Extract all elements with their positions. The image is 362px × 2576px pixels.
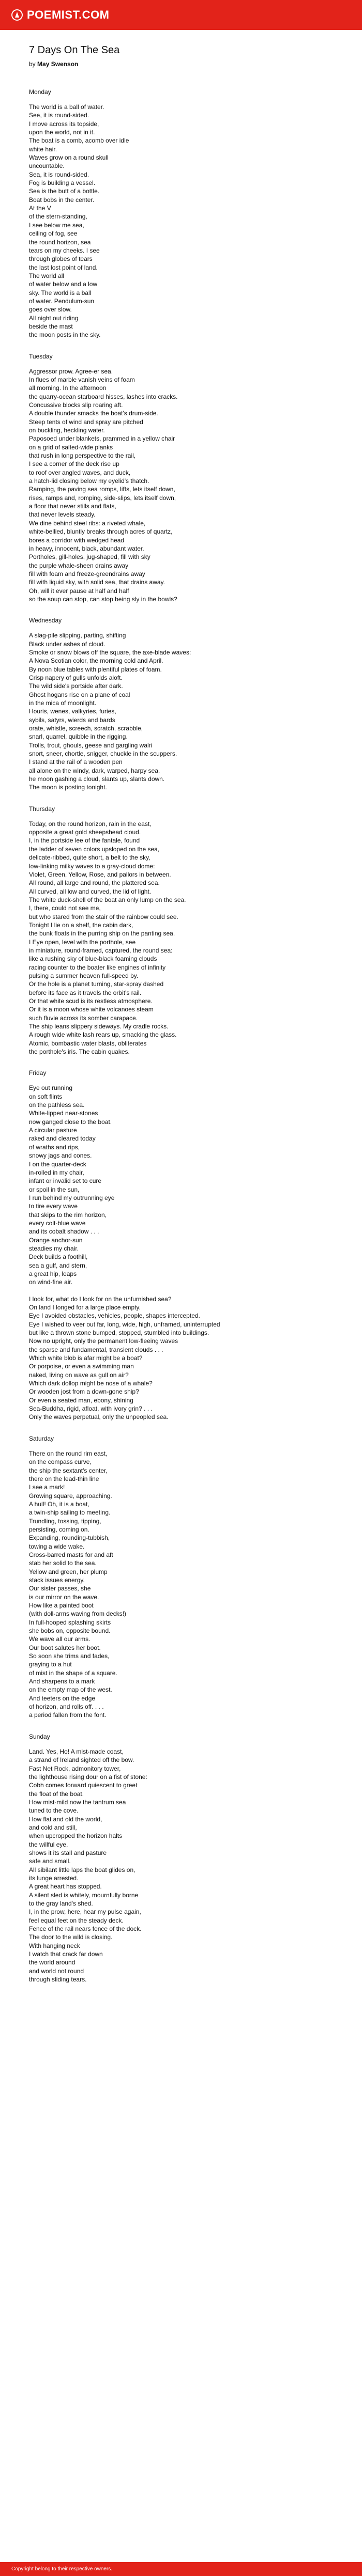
poem-line: Crisp napery of gulls unfolds aloft. [29,674,123,681]
poem-line: See, it is round-sided. [29,112,89,119]
poem-line: of wraths and rips, [29,1143,80,1151]
poem-line: all alone on the windy, dark, warped, harpy sea. [29,767,160,774]
poem-line: towing a wide wake. [29,1542,85,1550]
poem-line: All sibilant little laps the boat glides on, [29,1866,135,1874]
poem-line: snowy jags and cones. [29,1152,92,1160]
poem-line: I stand at the rail of a wooden pen [29,758,123,766]
poem-byline [29,60,339,68]
stanza [29,1747,339,1984]
poem-line: on the pathless sea. [29,1101,85,1109]
poem-line: Or even a seated man, ebony, shining [29,1396,133,1404]
poem-line: the porthole's iris. The cabin quakes. [29,1048,130,1056]
poem-line: A rough wide white lash rears up, smacking the glass. [29,1031,177,1039]
poem-line: Or wooden jost from a down-gone ship? [29,1388,139,1396]
poem-line: he moon gashing a cloud, slants up, slants down. [29,775,165,783]
poem-line: is our mirror on the wave. [29,1593,99,1601]
poem-line: Eye out running [29,1084,73,1092]
poem-line: Steep tents of wind and spray are pitched [29,418,143,426]
poem-line: all morning. In the afternoon [29,384,107,392]
poem-line: so the soup can stop, can stop being sly in the bowls? [29,595,177,603]
poem-line: on the compass curve, [29,1458,92,1466]
poem-line: a floor that never stills and flats, [29,503,116,510]
poem-line: in the mica of moonlight. [29,699,97,707]
poem-line: every colt-blue wave [29,1219,86,1227]
poem-line: Sea, it is round-sided. [29,170,89,178]
byline-prefix: by [29,60,36,68]
poem-line: low-linking milky waves to a gray-cloud dome: [29,862,155,870]
poem-line: I on the quarter-deck [29,1160,86,1168]
poem-line: Sea is the butt of a bottle. [29,188,100,195]
poem-line: the purple whale-sheen drains away [29,561,129,569]
poem-line: All curved, all low and curved, the lid of light. [29,887,152,895]
poem-line: A hull! Oh, it is a boat, [29,1500,89,1508]
poem-line: a period fallen from the font. [29,1711,107,1719]
poem-line: sea a gulf, and stern, [29,1261,87,1269]
stanza [29,1084,339,1421]
day-heading: Tuesday [29,352,53,360]
stanza [29,631,339,792]
poem-line: I Eye open, level with the porthole, see [29,938,136,946]
poem-line: of mist in the shape of a square. [29,1669,117,1677]
poem-line: naked, living on wave as gull on air? [29,1371,129,1379]
poem-line: Or that white scud is its restless atmosphere. [29,997,153,1005]
poem-line: A silent sled is whitely, mournfully borne [29,1891,139,1899]
poem-line: Sea-Buddha, rigid, afloat, with ivory grin? . . . [29,1405,153,1413]
poem-line: In flues of marble vanish veins of foam [29,376,135,383]
poem-line: How mist-mild now the tantrum sea [29,1798,126,1806]
poem-line: and cold and still, [29,1823,77,1831]
poem-line: There on the round rim east, [29,1449,108,1457]
poem-line: the lighthouse rising dour on a fist of stone: [29,1773,147,1781]
stanza [29,367,339,604]
poem-line: such fluvie across its somber carapace. [29,1014,138,1022]
poem-line: on a grid of salted-wide planks [29,443,113,451]
poem-line: Trolls, trout, ghouls, geese and gargling walri [29,741,153,749]
poem-line: Which white blob is afar might be a boat? [29,1354,143,1362]
poem-line: I, in the portside lee of the fantale, found [29,837,140,845]
poem-line: A slag-pile slipping, parting, shifting [29,632,126,639]
poem-line: in-rolled in my chair, [29,1168,84,1176]
day-heading: Wednesday [29,617,62,625]
poem-line: I see a corner of the deck rise up [29,460,119,468]
poem-line: or spoil in the sun, [29,1185,80,1193]
poem-line: The ship leans slippery sideways. My cradle rocks. [29,1023,169,1031]
poem-line: bores a corridor with wedged head [29,536,125,544]
poem-line: With hanging neck [29,1942,80,1949]
poem-line: in heavy, innocent, black, abundant water. [29,544,144,552]
poem-line: Oh, will it ever pause at half and half [29,587,129,595]
poem-line: on wind-fine air. [29,1278,73,1286]
poem-line: infant or invalid set to cure [29,1177,102,1185]
poem-line: Yellow and green, her plump [29,1568,108,1575]
poem-line: and world not round [29,1967,84,1975]
poem-line: Fog is building a vessel. [29,179,96,187]
poem-line: All night out riding [29,314,79,322]
poem-line: And teeters on the edge [29,1694,96,1702]
poem-line: Cobh comes forward quiescent to greet [29,1782,138,1789]
poem-line: A double thunder smacks the boat's drum-side. [29,410,158,417]
poem-line: Waves grow on a round skull [29,154,109,162]
poem-line: Now no upright, only the permanent low-fleeing waves [29,1337,178,1345]
poem-line: Black under ashes of cloud. [29,640,105,648]
poem-line: I watch that crack far down [29,1950,103,1958]
poem-line: Paposoed under blankets, prammed in a yellow chair [29,435,175,443]
poem-line: to the gray land's shed. [29,1900,93,1907]
poem-line: stab her solid to the sea. [29,1559,97,1567]
poem-line: Aggressor prow. Agree-er sea. [29,367,113,375]
poem-line: Houris, wenes, valkyries, furies, [29,708,116,715]
poem-line: shows it its stall and pasture [29,1849,107,1856]
poem-line: that never levels steady. [29,511,96,519]
poem-line: Our sister passes, she [29,1585,91,1593]
poem-line: the willful eye, [29,1840,68,1848]
poem-line: fill with foam and freeze-greendrains away [29,570,145,577]
poem-line: Or it is a moon whose white volcanoes steam [29,1006,154,1013]
poem-line: A Nova Scotian color, the morning cold and April. [29,657,163,665]
poem-line: the bunk floats in the purring ship on the panting sea. [29,930,175,938]
day-heading: Friday [29,1069,47,1077]
poem-line: safe and small. [29,1857,71,1865]
poem-line: steadies my chair. [29,1244,79,1252]
poem-line: a strand of Ireland sighted off the bow. [29,1756,134,1764]
poem-line: White-lipped near-stones [29,1110,98,1117]
poem-line: We dine behind steel ribs: a riveted whale, [29,519,146,527]
poem-line: now ganged close to the boat. [29,1118,112,1126]
poem-line: the sparse and fundamental, transient clouds . . . [29,1346,163,1353]
poem-line: Smoke or snow blows off the square, the axe-blade waves: [29,648,191,656]
poem-line: I see below me sea, [29,221,84,229]
poem-line: A great heart has stopped. [29,1883,102,1891]
poem-line: a hatch-lid closing below my eyelid's thatch. [29,477,149,485]
poem-line: The wild side's portside after dark. [29,682,123,690]
day-heading: Monday [29,88,51,96]
poem-line: of the stern-standing, [29,213,87,221]
poem-line: Concussive blocks slip roaring aft. [29,401,123,409]
poem-title: 7 Days On The Sea [29,44,120,56]
day-heading: Sunday [29,1732,50,1740]
poem-line: that skips to the rim horizon, [29,1211,107,1219]
poem-line: on soft flints [29,1092,63,1100]
poem-line: Growing square, approaching. [29,1492,112,1500]
site-footer [0,2562,362,2576]
site-logo-text: POEMIST.COM [27,8,110,21]
poem-line: Or porpoise, or even a swimming man [29,1363,134,1370]
poem-line: the quarry-ocean starboard hisses, lashes into cracks. [29,393,178,400]
poem-line: of water below and a low [29,280,98,288]
poem-body [29,88,339,1984]
poem-line: I run behind my outrunning eye [29,1194,115,1201]
poem-line: Violet, Green, Yellow, Rose, and pallors in between. [29,870,171,878]
poem-line: white hair. [29,145,57,153]
poem-line: Orange anchor-sun [29,1236,83,1244]
poem-line: Boat bobs in the center. [29,196,95,204]
poem-line: Trundling, tossing, tipping, [29,1517,101,1525]
poem-line: and its cobalt shadow . . . [29,1228,99,1236]
poem-line: but who stared from the stair of the rainbow could see. [29,913,178,920]
poem-line: The world is a ball of water. [29,103,104,111]
poem-line: The boat is a comb, acomb over idle [29,137,129,145]
poem-line: How like a painted boot [29,1602,94,1609]
poem-line: tuned to the cove. [29,1807,79,1815]
poem-line: I look for, what do I look for on the unfurnished sea? [29,1295,172,1303]
poem-line: through globes of tears [29,255,93,263]
poem-line: snarl, quarrel, quibble in the rigging. [29,733,128,741]
poem-line: Portholes, gill-holes, jug-shaped, fill with sky [29,553,150,561]
poem-line: On land I longed for a large place empty. [29,1304,141,1311]
poem-line: that rush in long perspective to the rail, [29,452,136,460]
day-heading: Saturday [29,1434,54,1442]
poem-line: she bobs on, opposite bound. [29,1627,111,1635]
poem-line: ceiling of fog, see [29,230,78,238]
poemist-logo-icon [11,9,23,21]
poem-line: the moon posts in the sky. [29,331,101,339]
poem-line: its lunge arrested. [29,1874,79,1882]
poem-line: to roof over angled waves, and duck, [29,469,131,476]
poem-line: to tire every wave [29,1203,78,1210]
poem-line: Which dark dollop might be nose of a whale? [29,1380,153,1387]
poem-line: opposite a great gold sheepshead cloud. [29,829,141,836]
stanza [29,1449,339,1720]
poem-line: the float of the boat. [29,1790,84,1798]
poem-line: Our boot salutes her boot. [29,1644,101,1651]
poem-line: a twin-ship sailing to meeting. [29,1509,111,1517]
poem-line: The white duck-shell of the boat an only lump on the sea. [29,896,186,903]
poem-line: when upcropped the horizon halts [29,1832,123,1840]
poem-line: Deck builds a foothill, [29,1253,88,1261]
poem-line: racing counter to the boater like engines of infinity [29,963,166,971]
poem-line: Ramping, the paving sea romps, lifts, lets itself down, [29,486,175,493]
poem-line: Eye I wished to veer out far, long, wide, high, unframed, uninterrupted [29,1320,220,1328]
poem-line: Or the hole is a planet turning, star-spray dashed [29,980,164,988]
poem-line: stack issues energy. [29,1576,85,1584]
poem-line: white-bellied, bluntly breaks through acres of quartz, [29,528,173,536]
poem-line: Fence of the rail nears fence of the dock. [29,1925,142,1933]
poem-line: feel equal feet on the steady deck. [29,1916,124,1924]
poem-line: there on the lead-thin line [29,1475,99,1482]
poem-line: on the empty map of the west. [29,1686,112,1694]
poem-line: A circular pasture [29,1127,77,1134]
poem-line: Expanding, rounding-tubbish, [29,1534,110,1542]
poem-line: The moon is posting tonight. [29,784,107,791]
poem-line: I see a mark! [29,1484,65,1491]
stanza [29,820,339,1056]
poem-line: Atomic, bombastic water blasts, obliterates [29,1039,147,1047]
poem-line: And sharpens to a mark [29,1678,95,1685]
poem-line: of horizon, and rolls off. . . . [29,1703,104,1711]
poem-line: of water. Pendulum-sun [29,297,95,305]
poem-line: graying to a hut [29,1661,72,1668]
poem-line: By noon blue tables with plentiful plates of foam. [29,665,162,673]
poem-line: I move across its topside, [29,120,99,128]
poem-line: All round, all large and round, the plattered sea. [29,879,160,887]
poem-line: fill with liquid sky, with solid sea, that drains away. [29,579,165,586]
poem-line: Today, on the round horizon, rain in the east, [29,820,152,828]
stanza [29,103,339,339]
poem-line: pulsing a summer heaven full-speed by. [29,972,139,979]
poem-line: the last lost point of land. [29,263,98,271]
poem-line: snort, sneer, chortle, snigger, chuckle in the scuppers. [29,750,177,758]
poem-line: orate, whistle, screech, scratch, scrabble, [29,725,143,732]
poem-line: uncountable. [29,162,65,170]
poem-line: on buckling, heckling water. [29,427,105,434]
poem-line: the ship the sextant's center, [29,1466,108,1474]
poem-line: I, there, could not see me, [29,904,101,912]
poem-line: At the V [29,205,51,212]
poem-line: a great hip, leaps [29,1270,77,1277]
footer-copyright: Copyright belong to their respective owners. [11,2566,113,2572]
poem-line: Tonight I lie on a shelf, the cabin dark, [29,921,133,929]
poem-line: like a rushing sky of blue-black foaming clouds [29,955,157,963]
day-heading: Thursday [29,805,55,813]
poem-line: The door to the wild is closing. [29,1933,113,1941]
poem-line: persisting, coming on. [29,1525,89,1533]
poem-line: We wave all our arms. [29,1635,90,1643]
poem-content [29,44,339,1984]
poem-line: tears on my cheeks. I see [29,246,100,254]
poem-line: Only the waves perpetual, only the unpeopled sea. [29,1413,169,1421]
poem-line: Ghost hogans rise on a plane of coal [29,691,130,698]
poem-line: (with doll-arms waving from decks!) [29,1610,127,1618]
poem-line: The world all [29,272,65,279]
poem-author[interactable]: May Swenson [37,60,79,68]
site-logo[interactable] [11,8,110,22]
poem-line: goes over slow. [29,306,72,314]
poem-line: through sliding tears. [29,1976,87,1984]
poem-line: raked and cleared today [29,1135,96,1143]
poem-line: Land. Yes, Ho! A mist-made coast, [29,1747,124,1755]
poem-line: How flat and old the world, [29,1815,102,1823]
poem-line: the ladder of seven colors upsloped on the sea, [29,845,160,853]
poem-line: the world around [29,1959,76,1966]
site-header [0,0,362,30]
poem-line: in miniature, round-framed, captured, the round sea: [29,946,173,954]
poem-line: delicate-ribbed, quite short, a belt to the sky, [29,854,150,862]
poem-line: Fast Net Rock, admonitory tower, [29,1765,121,1772]
poem-line: I, in the prow, here, hear my pulse again, [29,1908,141,1916]
poem-line: before its face as it travels the orbit's rail. [29,989,142,996]
poem-line: beside the mast [29,322,73,330]
poem-line: sky. The world is a ball [29,289,92,296]
poem-line: Cross-barred masts for and aft [29,1551,113,1558]
poem-line: but like a thrown stone bumped, stopped, stumbled into buildings. [29,1329,209,1337]
poem-line: Eye I avoided obstacles, vehicles, people, shapes intercepted. [29,1312,200,1320]
poem-line: sybils, satyrs, wierds and bards [29,716,115,724]
poem-line: In full-hooped splashing skirts [29,1618,111,1626]
poem-line: the round horizon, sea [29,238,91,246]
poem-line: upon the world, not in it. [29,129,95,136]
stanza-break [29,1287,339,1295]
poem-line: rises, ramps and, romping, side-slips, lets itself down, [29,494,176,502]
poem-line: So soon she trims and fades, [29,1652,110,1660]
